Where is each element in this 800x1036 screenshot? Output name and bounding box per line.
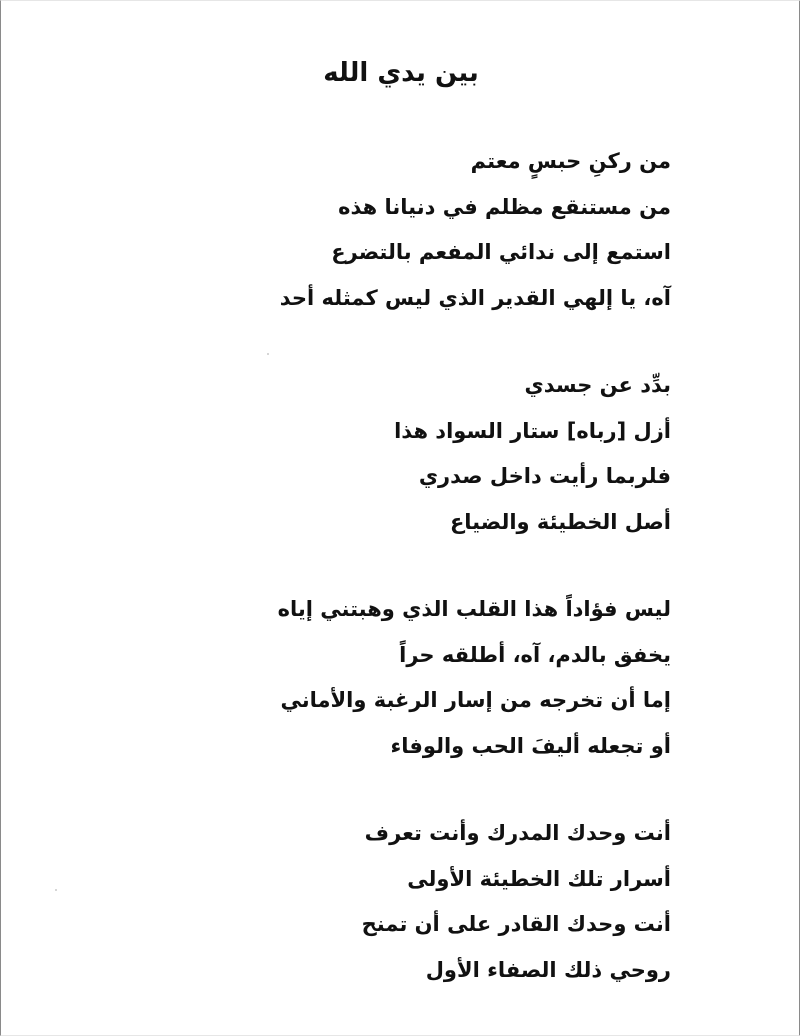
stanza-1 — [251, 139, 671, 321]
scan-speck — [267, 353, 269, 355]
poem-line: إما أن تخرجه من إسار الرغبة والأماني — [280, 688, 671, 712]
poem-line: أنت وحدك القادر على أن تمنح — [361, 912, 671, 936]
poem-line: أو تجعله أليفَ الحب والوفاء — [390, 733, 671, 758]
poem-line: أصل الخطيئة والضياع — [449, 509, 671, 534]
poem-line: فلربما رأيت داخل صدري — [418, 464, 671, 488]
stanza-3 — [251, 587, 671, 769]
stanza-2 — [251, 363, 671, 545]
poem-line: يخفق بالدم، آه، أطلقه حراً — [399, 642, 671, 667]
poem-body — [251, 139, 671, 1035]
poem-line: أنت وحدك المدرك وأنت تعرف — [364, 821, 671, 845]
poem-line: من مستنقع مظلم في دنيانا هذه — [338, 194, 671, 219]
poem-line: آه، يا إلهي القدير الذي ليس كمثله أحد — [279, 285, 671, 310]
poem-line: ليس فؤاداً هذا القلب الذي وهبتني إياه — [277, 597, 671, 621]
poem-line: أزل [رباه] ستار السواد هذا — [394, 418, 671, 443]
stanza-4 — [251, 811, 671, 993]
poem-line: من ركنِ حبسٍ معتم — [470, 149, 671, 173]
poem-line: بدِّد عن جسدي — [524, 373, 671, 397]
poem-line: روحي ذلك الصفاء الأول — [425, 957, 671, 982]
poem-line: استمع إلى ندائي المفعم بالتضرع — [331, 240, 671, 264]
poem-line: أسرار تلك الخطيئة الأولى — [407, 866, 671, 891]
poem-title: بين يدي الله — [323, 58, 479, 88]
scan-speck — [55, 889, 57, 891]
